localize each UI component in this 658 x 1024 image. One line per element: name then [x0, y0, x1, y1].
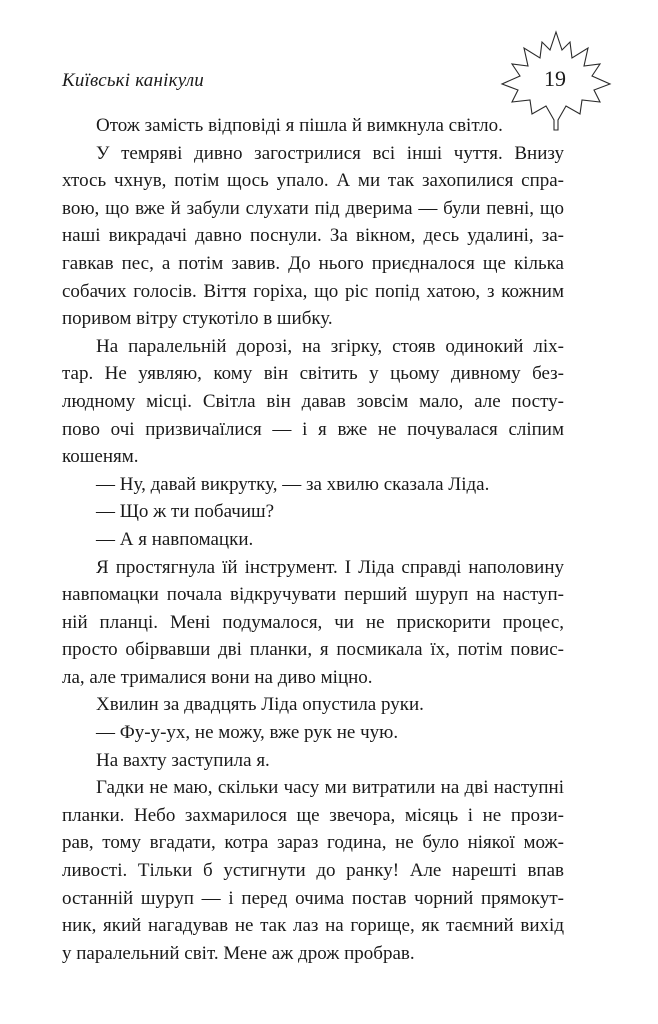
text-line: — Ну, давай викрутку, — за хвилю сказала Ліда.: [96, 473, 490, 495]
text-line: ливості. Тільки б устигнути до ранку! Але нарешті впав: [62, 860, 564, 882]
text-line: ник, який нагадував не так лаз на горище, як таємний вихід: [62, 915, 564, 937]
text-line: На вахту заступила я.: [96, 749, 270, 771]
text-line: гавкав пес, а потім завив. До нього приєдналося ще кілька: [62, 252, 564, 274]
text-line: ній планці. Мені подумалося, чи не прискорити процес,: [62, 611, 564, 633]
text-line: просто обірвавши дві планки, я посмикала їх, потім повис-: [62, 639, 564, 661]
text-line: Хвилин за двадцять Ліда опустила руки.: [96, 694, 424, 716]
text-line: у паралельний світ. Мене аж дрож пробрав.: [62, 942, 415, 964]
text-line: навпомацки почала відкручувати перший шуруп на наступ-: [62, 584, 564, 606]
page-number: 19: [544, 66, 566, 91]
text-line: останній шуруп — і перед очима постав чорний прямокут-: [62, 887, 564, 909]
text-line: наші викрадачі давно поснули. За вікном, десь удалині, за-: [62, 225, 564, 247]
text-line: — Фу-у-ух, не можу, вже рук не чую.: [96, 722, 399, 744]
text-line: У темряві дивно загострилися всі інші чуття. Внизу: [96, 142, 564, 164]
text-line: поривом вітру стукотіло в шибку.: [62, 308, 333, 330]
text-line: людному місці. Світла він давав зовсім мало, але посту-: [62, 390, 564, 412]
text-line: пово очі призвичаїлися — і я вже не почувалася сліпим: [62, 418, 564, 440]
text-line: Гадки не маю, скільки часу ми витратили на дві наступні: [96, 777, 564, 799]
text-line: ла, але трималися вони на диво міцно.: [62, 666, 373, 688]
text-line: собачих голосів. Віття горіха, що ріс попід хатою, з кожним: [62, 280, 564, 302]
text-line: — А я навпомацки.: [96, 528, 254, 550]
text-line: — Що ж ти побачиш?: [96, 501, 275, 523]
text-line: рав, тому вгадати, котра зараз година, не було ніякої мож-: [62, 832, 564, 854]
text-line: кошеням.: [62, 446, 139, 468]
text-line: вою, що вже й забули слухати під дверима — були певні, що: [62, 197, 564, 219]
text-line: На паралельній дорозі, на згірку, стояв одинокий ліх-: [96, 335, 564, 357]
text-line: планки. Небо захмарилося ще звечора, місяць і не прози-: [62, 804, 564, 826]
body-text: [62, 112, 564, 967]
running-header-title: Київські канікули: [62, 70, 205, 91]
text-line: Отож замість відповіді я пішла й вимкнула світло.: [96, 115, 503, 136]
text-line: тар. Не уявляю, кому він світить у цьому дивному без-: [62, 363, 564, 385]
text-line: Я простягнула їй інструмент. І Ліда справді наполовину: [96, 556, 564, 578]
text-line: хтось чхнув, потім щось упало. А ми так захопилися спра-: [62, 170, 564, 192]
